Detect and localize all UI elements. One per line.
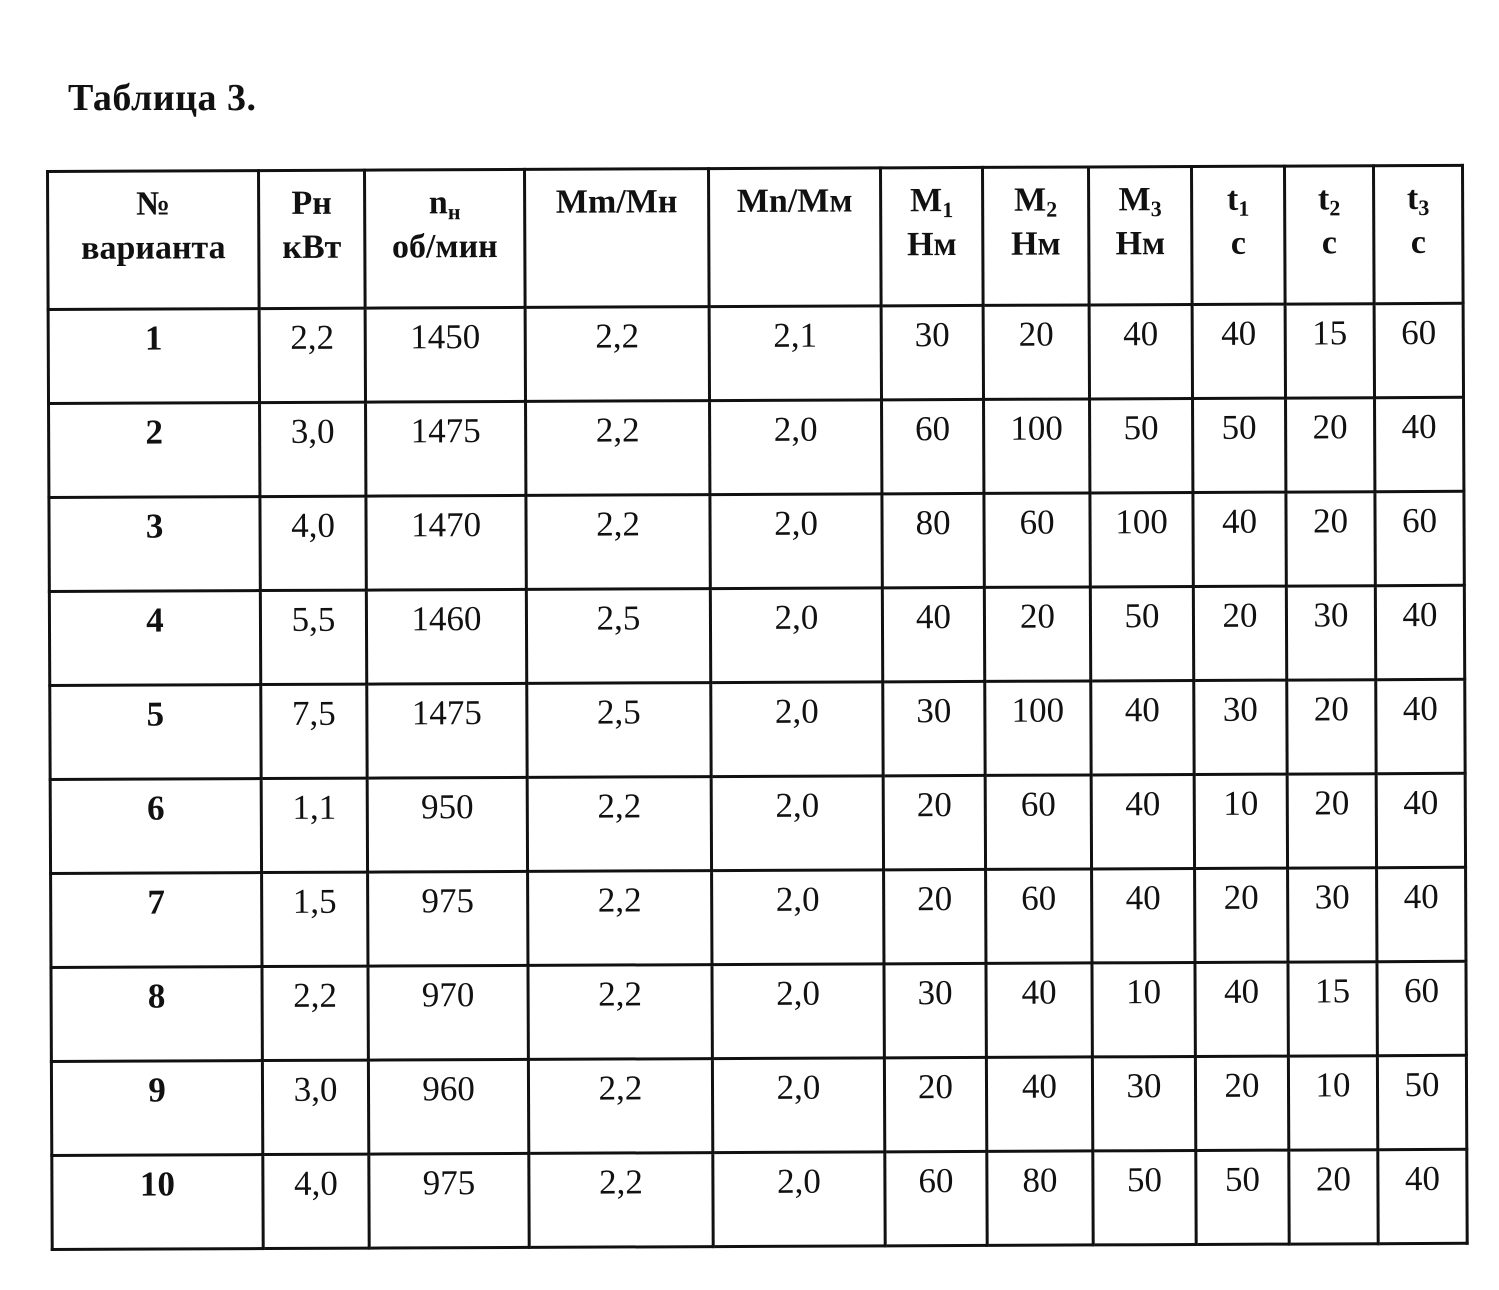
table-cell: 40 xyxy=(1375,397,1464,491)
table-cell: 4,0 xyxy=(263,1154,369,1248)
table-cell: 20 xyxy=(983,305,1089,399)
table-cell: 40 xyxy=(1195,962,1288,1056)
variants-table xyxy=(46,164,1469,1251)
header-t1-symbol xyxy=(1193,178,1283,222)
table-cell: 60 xyxy=(1377,961,1466,1055)
table-row xyxy=(48,303,1463,403)
table-cell: 20 xyxy=(884,869,986,963)
table-cell: 60 xyxy=(1375,491,1464,585)
table-cell: 60 xyxy=(984,493,1090,587)
table-cell: 20 xyxy=(1286,492,1375,586)
table-cell: 2,2 xyxy=(527,777,711,872)
table-cell: 50 xyxy=(1090,586,1193,680)
table-cell: 10 xyxy=(1194,774,1287,868)
header-variant-symbol xyxy=(49,182,257,227)
header-row xyxy=(48,165,1464,309)
table-row xyxy=(51,867,1466,967)
table-cell: 2,2 xyxy=(525,307,709,402)
table-cell: 2,2 xyxy=(259,308,365,402)
variant-number-cell: 4 xyxy=(49,591,260,686)
table-cell: 2,2 xyxy=(262,966,368,1060)
table-cell: 30 xyxy=(1194,680,1287,774)
header-m1-main: М xyxy=(910,182,943,220)
table-cell: 60 xyxy=(985,775,1091,869)
table-cell: 5,5 xyxy=(260,590,366,684)
header-t3-subscript: 3 xyxy=(1418,194,1430,221)
table-cell: 40 xyxy=(986,963,1092,1057)
header-m3 xyxy=(1088,167,1192,305)
table-cell: 100 xyxy=(984,399,1090,493)
variant-number-cell: 8 xyxy=(51,967,262,1062)
header-t2-symbol xyxy=(1286,177,1372,221)
table-cell: 2,2 xyxy=(526,401,710,496)
table-cell: 80 xyxy=(882,493,984,587)
table-cell: 1460 xyxy=(366,589,526,684)
table-cell: 7,5 xyxy=(261,684,367,778)
variant-number-cell: 2 xyxy=(49,403,260,498)
header-power xyxy=(259,170,366,308)
table-cell: 1470 xyxy=(366,495,526,590)
table-cell: 20 xyxy=(1193,586,1286,680)
variant-number-cell: 9 xyxy=(51,1061,262,1156)
table-row xyxy=(49,585,1464,685)
table-cell: 40 xyxy=(1091,680,1194,774)
table-cell: 2,0 xyxy=(710,494,882,589)
header-mm-mn-symbol xyxy=(526,180,707,225)
table-cell: 40 xyxy=(1376,679,1465,773)
table-row xyxy=(51,961,1466,1061)
header-power-unit: кВт xyxy=(282,228,342,266)
table-cell: 50 xyxy=(1093,1150,1196,1244)
header-t2-subscript: 2 xyxy=(1329,195,1341,221)
table-cell: 40 xyxy=(1192,304,1285,398)
table-cell: 15 xyxy=(1285,304,1374,398)
table-cell: 20 xyxy=(883,775,985,869)
header-m3-subscript: 3 xyxy=(1150,196,1162,222)
table-cell: 960 xyxy=(368,1059,528,1154)
table-cell: 2,2 xyxy=(528,965,712,1060)
header-m2 xyxy=(982,167,1089,305)
table-cell: 30 xyxy=(884,963,986,1057)
table-cell: 40 xyxy=(1193,492,1286,586)
header-mn-mm xyxy=(709,168,882,307)
table-cell: 970 xyxy=(368,965,528,1060)
table-cell: 15 xyxy=(1288,962,1377,1056)
table-cell: 40 xyxy=(1089,305,1192,399)
table-cell: 50 xyxy=(1196,1150,1289,1244)
table-cell: 3,0 xyxy=(262,1060,368,1154)
header-power-symbol xyxy=(260,182,363,226)
header-t3 xyxy=(1373,165,1463,303)
table-cell: 40 xyxy=(882,587,984,681)
table-cell: 1475 xyxy=(366,401,526,496)
header-speed xyxy=(365,169,526,308)
variant-number-cell: 3 xyxy=(49,497,260,592)
header-m2-unit: Нм xyxy=(1010,225,1061,263)
table-cell: 2,2 xyxy=(528,871,712,966)
table-cell: 20 xyxy=(1287,774,1376,868)
table-cell: 20 xyxy=(1287,680,1376,774)
table-row xyxy=(51,1055,1466,1155)
header-speed-symbol xyxy=(366,181,523,226)
table-cell: 2,2 xyxy=(528,1059,712,1154)
table-cell: 975 xyxy=(368,871,528,966)
header-m2-main: М xyxy=(1014,181,1047,219)
table-cell: 50 xyxy=(1377,1055,1466,1149)
header-variant xyxy=(48,171,260,310)
header-t1-main: t xyxy=(1226,180,1239,218)
table-cell: 20 xyxy=(984,587,1090,681)
table-cell: 2,0 xyxy=(710,400,882,495)
table-cell: 40 xyxy=(1377,867,1466,961)
table-cell: 4,0 xyxy=(260,496,366,590)
table-cell: 3,0 xyxy=(260,402,366,496)
header-t2-main: t xyxy=(1317,180,1330,218)
header-m1-symbol xyxy=(882,179,981,223)
header-variant-main: № xyxy=(135,185,171,223)
header-m3-symbol xyxy=(1090,178,1190,222)
table-cell: 50 xyxy=(1193,398,1286,492)
table-cell: 40 xyxy=(986,1057,1092,1151)
header-m1-unit: Нм xyxy=(906,226,957,264)
table-cell: 10 xyxy=(1288,1056,1377,1150)
table-cell: 2,5 xyxy=(527,683,711,778)
header-t3-main: t xyxy=(1406,180,1419,218)
table-cell: 100 xyxy=(985,681,1091,775)
variant-number-cell: 10 xyxy=(52,1155,263,1250)
header-t1-subscript: 1 xyxy=(1238,195,1250,221)
table-title: Таблица 3. xyxy=(68,77,257,119)
table-cell: 40 xyxy=(1092,868,1195,962)
table-body xyxy=(48,303,1467,1249)
header-mn-mm-main: Мn/Мм xyxy=(736,182,853,220)
table-cell: 40 xyxy=(1375,585,1464,679)
header-m3-main: М xyxy=(1118,181,1151,219)
table-cell: 40 xyxy=(1091,774,1194,868)
table-cell: 30 xyxy=(1286,586,1375,680)
table-cell: 2,2 xyxy=(529,1153,713,1248)
table-cell: 100 xyxy=(1090,492,1193,586)
table-cell: 975 xyxy=(369,1153,529,1248)
table-cell: 30 xyxy=(881,305,983,399)
table-cell: 2,0 xyxy=(712,870,884,965)
header-speed-main: n xyxy=(428,184,448,222)
header-t1-unit: с xyxy=(1230,224,1246,262)
header-mm-mn xyxy=(525,169,710,308)
table-cell: 20 xyxy=(1286,398,1375,492)
variant-number-cell: 7 xyxy=(51,873,262,968)
header-power-main: Рн xyxy=(291,184,332,222)
table-cell: 20 xyxy=(1289,1150,1378,1244)
header-t3-unit: с xyxy=(1410,223,1426,262)
table-cell: 1450 xyxy=(365,307,525,402)
table-cell: 2,0 xyxy=(711,682,883,777)
table-cell: 10 xyxy=(1092,962,1195,1056)
header-t3-symbol xyxy=(1375,177,1461,221)
table-cell: 2,0 xyxy=(712,964,884,1059)
table-cell: 2,1 xyxy=(709,306,881,401)
table-cell: 40 xyxy=(1378,1149,1467,1243)
table-cell: 60 xyxy=(1374,303,1463,397)
table-cell: 30 xyxy=(883,681,985,775)
table-cell: 1475 xyxy=(367,683,527,778)
table-cell: 2,5 xyxy=(526,589,710,684)
table-cell: 1,5 xyxy=(262,872,368,966)
header-speed-unit: об/мин xyxy=(391,228,498,266)
table-cell: 2,0 xyxy=(712,1058,884,1153)
variant-number-cell: 5 xyxy=(50,685,261,780)
table-cell: 1,1 xyxy=(261,778,367,872)
table-cell: 60 xyxy=(986,869,1092,963)
header-mn-mm-symbol xyxy=(710,179,879,224)
header-mm-mn-main: Мm/Мн xyxy=(555,183,678,221)
header-t2-unit: с xyxy=(1321,224,1337,262)
table-cell: 50 xyxy=(1090,398,1193,492)
variant-number-cell: 1 xyxy=(48,309,259,404)
table-cell: 2,2 xyxy=(526,495,710,590)
header-m1-subscript: 1 xyxy=(942,197,954,223)
table-row xyxy=(50,679,1465,779)
table-cell: 20 xyxy=(884,1057,986,1151)
table-cell: 20 xyxy=(1195,1056,1288,1150)
table-cell: 80 xyxy=(987,1151,1093,1245)
table-cell: 2,0 xyxy=(713,1152,885,1247)
table-cell: 60 xyxy=(885,1151,987,1245)
table-cell: 950 xyxy=(367,777,527,872)
table-row xyxy=(52,1149,1467,1249)
table-cell: 2,0 xyxy=(711,776,883,871)
header-m1 xyxy=(880,167,983,305)
header-variant-unit: варианта xyxy=(80,229,226,267)
header-speed-subscript: н xyxy=(447,199,461,225)
table-cell: 30 xyxy=(1288,868,1377,962)
table-cell: 2,0 xyxy=(710,588,882,683)
table-row xyxy=(50,773,1465,873)
table-cell: 20 xyxy=(1195,868,1288,962)
header-t2 xyxy=(1284,166,1374,304)
table-row xyxy=(49,491,1464,591)
table-cell: 60 xyxy=(882,399,984,493)
table-cell: 40 xyxy=(1376,773,1465,867)
header-t1 xyxy=(1191,166,1285,304)
header-m2-symbol xyxy=(984,178,1087,222)
header-m2-subscript: 2 xyxy=(1046,196,1058,222)
table-row xyxy=(49,397,1464,497)
table-cell: 30 xyxy=(1092,1056,1195,1150)
variant-number-cell: 6 xyxy=(50,779,261,874)
header-m3-unit: Нм xyxy=(1115,225,1166,263)
